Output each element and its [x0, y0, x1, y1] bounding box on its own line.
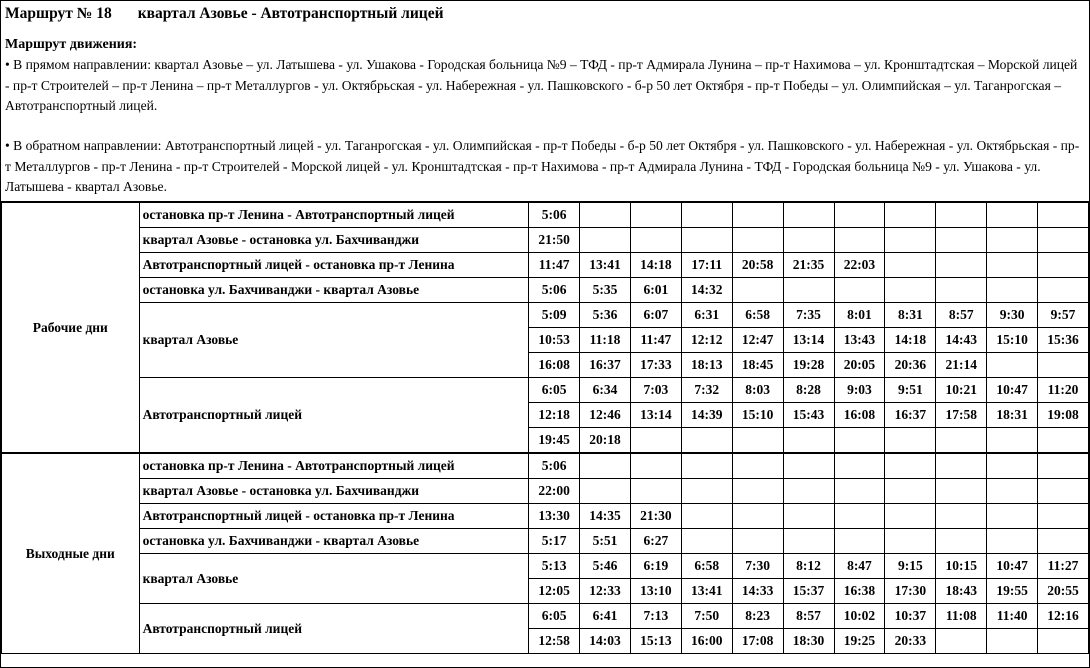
departure-time: 19:45 [529, 428, 580, 454]
departure-time: 14:18 [885, 328, 936, 353]
departure-time: 5:51 [580, 529, 631, 554]
departure-time: 12:05 [529, 579, 580, 604]
departure-time: 20:55 [1038, 579, 1089, 604]
departure-time: 14:35 [580, 504, 631, 529]
departure-time [936, 428, 987, 454]
departure-time: 16:08 [834, 403, 885, 428]
departure-time [732, 504, 783, 529]
departure-time: 13:10 [630, 579, 681, 604]
departure-time [580, 228, 631, 253]
departure-time [834, 202, 885, 228]
departure-time: 10:02 [834, 604, 885, 629]
departure-time [834, 504, 885, 529]
departure-time [1038, 353, 1089, 378]
departure-time [681, 504, 732, 529]
departure-time: 13:41 [681, 579, 732, 604]
table-row [2, 479, 1089, 504]
departure-time [732, 453, 783, 479]
departure-time: 6:58 [681, 554, 732, 579]
departure-time [987, 453, 1038, 479]
departure-time: 14:43 [936, 328, 987, 353]
departure-time: 15:36 [1038, 328, 1089, 353]
departure-time [783, 479, 834, 504]
departure-time: 14:03 [580, 629, 631, 654]
departure-time: 17:30 [885, 579, 936, 604]
departure-time [885, 253, 936, 278]
departure-time: 19:08 [1038, 403, 1089, 428]
departure-time [783, 529, 834, 554]
departure-time [885, 428, 936, 454]
departure-time [834, 278, 885, 303]
departure-time: 6:27 [630, 529, 681, 554]
departure-time [936, 529, 987, 554]
departure-time: 11:47 [529, 253, 580, 278]
stop-label: Автотранспортный лицей - остановка пр-т Ленина [139, 253, 529, 278]
departure-time: 7:13 [630, 604, 681, 629]
day-type-label: Выходные дни [2, 453, 140, 654]
departure-time: 8:57 [783, 604, 834, 629]
departure-time: 16:00 [681, 629, 732, 654]
departure-time: 9:15 [885, 554, 936, 579]
departure-time: 19:55 [987, 579, 1038, 604]
stop-label: Автотранспортный лицей - остановка пр-т Ленина [139, 504, 529, 529]
departure-time [936, 479, 987, 504]
forward-direction-text: • В прямом направлении: квартал Азовье – ул. Латышева - ул. Ушакова - Городская больница №9 – ТФД - пр-т Адмирала Лунина – пр-т Нахимова – ул. Кронштадтская – Морской лицей - пр-т Строителей – пр-т Ленина – пр-т Металлургов - ул. Октябрьская - ул. Набережная - ул. Пашковского - б-р 50 лет Октября - пр-т Победы – ул. Олимпийская – ул. Таганрогская – Автотранспортный лицей. [5, 57, 1078, 113]
departure-time: 12:47 [732, 328, 783, 353]
departure-time [885, 202, 936, 228]
departure-time: 18:45 [732, 353, 783, 378]
departure-time [936, 629, 987, 654]
departure-time [987, 202, 1038, 228]
departure-time: 16:37 [885, 403, 936, 428]
departure-time [783, 228, 834, 253]
departure-time: 15:43 [783, 403, 834, 428]
departure-time [783, 504, 834, 529]
route-subheading: Маршрут движения: [5, 37, 138, 52]
departure-time: 18:30 [783, 629, 834, 654]
table-row [2, 604, 1089, 629]
departure-time: 11:27 [1038, 554, 1089, 579]
departure-time: 12:58 [529, 629, 580, 654]
table-row [2, 202, 1089, 228]
departure-time [834, 453, 885, 479]
departure-time [580, 202, 631, 228]
departure-time: 19:28 [783, 353, 834, 378]
departure-time: 19:25 [834, 629, 885, 654]
departure-time: 21:50 [529, 228, 580, 253]
departure-time: 13:14 [630, 403, 681, 428]
stop-label: остановка ул. Бахчиванджи - квартал Азовье [139, 278, 529, 303]
departure-time [987, 228, 1038, 253]
departure-time: 17:11 [681, 253, 732, 278]
departure-time [783, 453, 834, 479]
departure-time [732, 278, 783, 303]
departure-time: 5:06 [529, 453, 580, 479]
departure-time [1038, 228, 1089, 253]
departure-time [1038, 629, 1089, 654]
departure-time [936, 253, 987, 278]
departure-time: 10:47 [987, 554, 1038, 579]
table-row [2, 278, 1089, 303]
route-title [5, 5, 444, 23]
departure-time: 13:43 [834, 328, 885, 353]
route-header [1, 1, 1089, 197]
departure-time [783, 278, 834, 303]
departure-time [936, 453, 987, 479]
departure-time: 6:31 [681, 303, 732, 328]
departure-time [936, 278, 987, 303]
departure-time [987, 353, 1038, 378]
departure-time [987, 504, 1038, 529]
departure-time: 9:03 [834, 378, 885, 403]
departure-time: 11:40 [987, 604, 1038, 629]
stop-label: квартал Азовье - остановка ул. Бахчиванджи [139, 479, 529, 504]
departure-time [732, 428, 783, 454]
departure-time: 8:31 [885, 303, 936, 328]
departure-time: 20:58 [732, 253, 783, 278]
table-row [2, 253, 1089, 278]
departure-time: 7:30 [732, 554, 783, 579]
departure-time: 12:16 [1038, 604, 1089, 629]
departure-time: 8:23 [732, 604, 783, 629]
departure-time: 20:05 [834, 353, 885, 378]
departure-time: 21:35 [783, 253, 834, 278]
departure-time [681, 428, 732, 454]
departure-time [987, 529, 1038, 554]
departure-time: 15:13 [630, 629, 681, 654]
departure-time [936, 228, 987, 253]
stop-label: Автотранспортный лицей [139, 604, 529, 654]
departure-time [885, 278, 936, 303]
departure-time [834, 529, 885, 554]
departure-time [1038, 278, 1089, 303]
departure-time [936, 504, 987, 529]
departure-time: 9:30 [987, 303, 1038, 328]
departure-time [681, 228, 732, 253]
departure-time [987, 428, 1038, 454]
departure-time: 15:10 [732, 403, 783, 428]
departure-time: 7:03 [630, 378, 681, 403]
departure-time [987, 629, 1038, 654]
departure-time: 7:50 [681, 604, 732, 629]
departure-time [834, 228, 885, 253]
departure-time: 8:47 [834, 554, 885, 579]
departure-time: 14:32 [681, 278, 732, 303]
departure-time [885, 529, 936, 554]
stop-label: квартал Азовье [139, 303, 529, 378]
departure-time: 5:36 [580, 303, 631, 328]
departure-time: 10:15 [936, 554, 987, 579]
departure-time: 14:39 [681, 403, 732, 428]
departure-time: 6:41 [580, 604, 631, 629]
departure-time [732, 202, 783, 228]
departure-time [1038, 479, 1089, 504]
departure-time: 5:13 [529, 554, 580, 579]
departure-time: 16:37 [580, 353, 631, 378]
stop-label: Автотранспортный лицей [139, 378, 529, 454]
departure-time [987, 278, 1038, 303]
departure-time [630, 479, 681, 504]
stop-label: квартал Азовье [139, 554, 529, 604]
departure-time: 6:01 [630, 278, 681, 303]
departure-time: 22:00 [529, 479, 580, 504]
departure-time: 10:53 [529, 328, 580, 353]
departure-time: 6:58 [732, 303, 783, 328]
departure-time: 17:08 [732, 629, 783, 654]
departure-time: 8:12 [783, 554, 834, 579]
departure-time [681, 453, 732, 479]
departure-time: 5:35 [580, 278, 631, 303]
departure-time [834, 428, 885, 454]
departure-time: 8:03 [732, 378, 783, 403]
departure-time: 20:36 [885, 353, 936, 378]
departure-time [885, 453, 936, 479]
departure-time [885, 504, 936, 529]
departure-time [834, 479, 885, 504]
departure-time: 7:35 [783, 303, 834, 328]
departure-time: 11:20 [1038, 378, 1089, 403]
departure-time [1038, 253, 1089, 278]
departure-time [1038, 504, 1089, 529]
table-row [2, 529, 1089, 554]
departure-time: 13:30 [529, 504, 580, 529]
departure-time [580, 453, 631, 479]
departure-time [885, 228, 936, 253]
table-row [2, 228, 1089, 253]
departure-time [783, 202, 834, 228]
departure-time [681, 529, 732, 554]
departure-time: 17:58 [936, 403, 987, 428]
departure-time: 17:33 [630, 353, 681, 378]
departure-time: 7:32 [681, 378, 732, 403]
departure-time: 15:37 [783, 579, 834, 604]
departure-time: 11:08 [936, 604, 987, 629]
departure-time: 8:28 [783, 378, 834, 403]
departure-time [630, 428, 681, 454]
departure-time: 5:06 [529, 278, 580, 303]
departure-time: 5:09 [529, 303, 580, 328]
departure-time: 5:46 [580, 554, 631, 579]
table-row [2, 554, 1089, 579]
departure-time: 9:51 [885, 378, 936, 403]
departure-time: 21:14 [936, 353, 987, 378]
departure-time: 14:33 [732, 579, 783, 604]
departure-time: 8:57 [936, 303, 987, 328]
stop-label: остановка ул. Бахчиванджи - квартал Азовье [139, 529, 529, 554]
departure-time: 6:05 [529, 604, 580, 629]
departure-time: 13:14 [783, 328, 834, 353]
departure-time [1038, 529, 1089, 554]
day-type-label: Рабочие дни [2, 202, 140, 453]
departure-time [783, 428, 834, 454]
departure-time [681, 202, 732, 228]
departure-time [987, 479, 1038, 504]
timetable [1, 201, 1089, 654]
table-row [2, 303, 1089, 328]
departure-time: 15:10 [987, 328, 1038, 353]
stop-label: квартал Азовье - остановка ул. Бахчиванджи [139, 228, 529, 253]
departure-time: 12:18 [529, 403, 580, 428]
departure-time: 18:13 [681, 353, 732, 378]
departure-time [681, 479, 732, 504]
departure-time [732, 529, 783, 554]
departure-time: 12:46 [580, 403, 631, 428]
departure-time: 18:31 [987, 403, 1038, 428]
departure-time: 21:30 [630, 504, 681, 529]
departure-time [987, 253, 1038, 278]
departure-time: 22:03 [834, 253, 885, 278]
departure-time: 20:18 [580, 428, 631, 454]
departure-time: 16:08 [529, 353, 580, 378]
table-row [2, 504, 1089, 529]
departure-time: 10:47 [987, 378, 1038, 403]
departure-time [732, 228, 783, 253]
departure-time: 8:01 [834, 303, 885, 328]
departure-time [1038, 453, 1089, 479]
table-row [2, 378, 1089, 403]
stop-label: остановка пр-т Ленина - Автотранспортный лицей [139, 453, 529, 479]
departure-time [580, 479, 631, 504]
route-number: Маршрут № 18 [5, 5, 112, 22]
departure-time: 5:17 [529, 529, 580, 554]
departure-time: 18:43 [936, 579, 987, 604]
departure-time [936, 202, 987, 228]
departure-time: 6:34 [580, 378, 631, 403]
departure-time: 12:33 [580, 579, 631, 604]
departure-time [630, 453, 681, 479]
departure-time [630, 228, 681, 253]
stop-label: остановка пр-т Ленина - Автотранспортный лицей [139, 202, 529, 228]
departure-time [1038, 428, 1089, 454]
route-name: квартал Азовье - Автотранспортный лицей [137, 5, 444, 22]
departure-time [885, 479, 936, 504]
departure-time: 9:57 [1038, 303, 1089, 328]
departure-time: 10:37 [885, 604, 936, 629]
departure-time: 11:18 [580, 328, 631, 353]
departure-time: 20:33 [885, 629, 936, 654]
departure-time: 6:05 [529, 378, 580, 403]
departure-time: 12:12 [681, 328, 732, 353]
departure-time: 5:06 [529, 202, 580, 228]
departure-time [630, 202, 681, 228]
departure-time: 11:47 [630, 328, 681, 353]
departure-time: 6:19 [630, 554, 681, 579]
departure-time: 6:07 [630, 303, 681, 328]
departure-time: 16:38 [834, 579, 885, 604]
departure-time: 14:18 [630, 253, 681, 278]
departure-time: 10:21 [936, 378, 987, 403]
table-row [2, 453, 1089, 479]
backward-direction-text: • В обратном направлении: Автотранспортный лицей - ул. Таганрогская - ул. Олимпийская - пр-т Победы - б-р 50 лет Октября - ул. Пашковского - ул. Набережная - ул. Октябрьская - пр-т Металлургов - пр-т Ленина - пр-т Строителей - Морской лицей - ул. Кронштадтская - пр-т Нахимова - пр-т Адмирала Лунина - ТФД - Городская больница №9 - ул. Ушакова - ул. Латышева - квартал Азовье. [5, 138, 1080, 194]
departure-time: 13:41 [580, 253, 631, 278]
departure-time [1038, 202, 1089, 228]
departure-time [732, 479, 783, 504]
